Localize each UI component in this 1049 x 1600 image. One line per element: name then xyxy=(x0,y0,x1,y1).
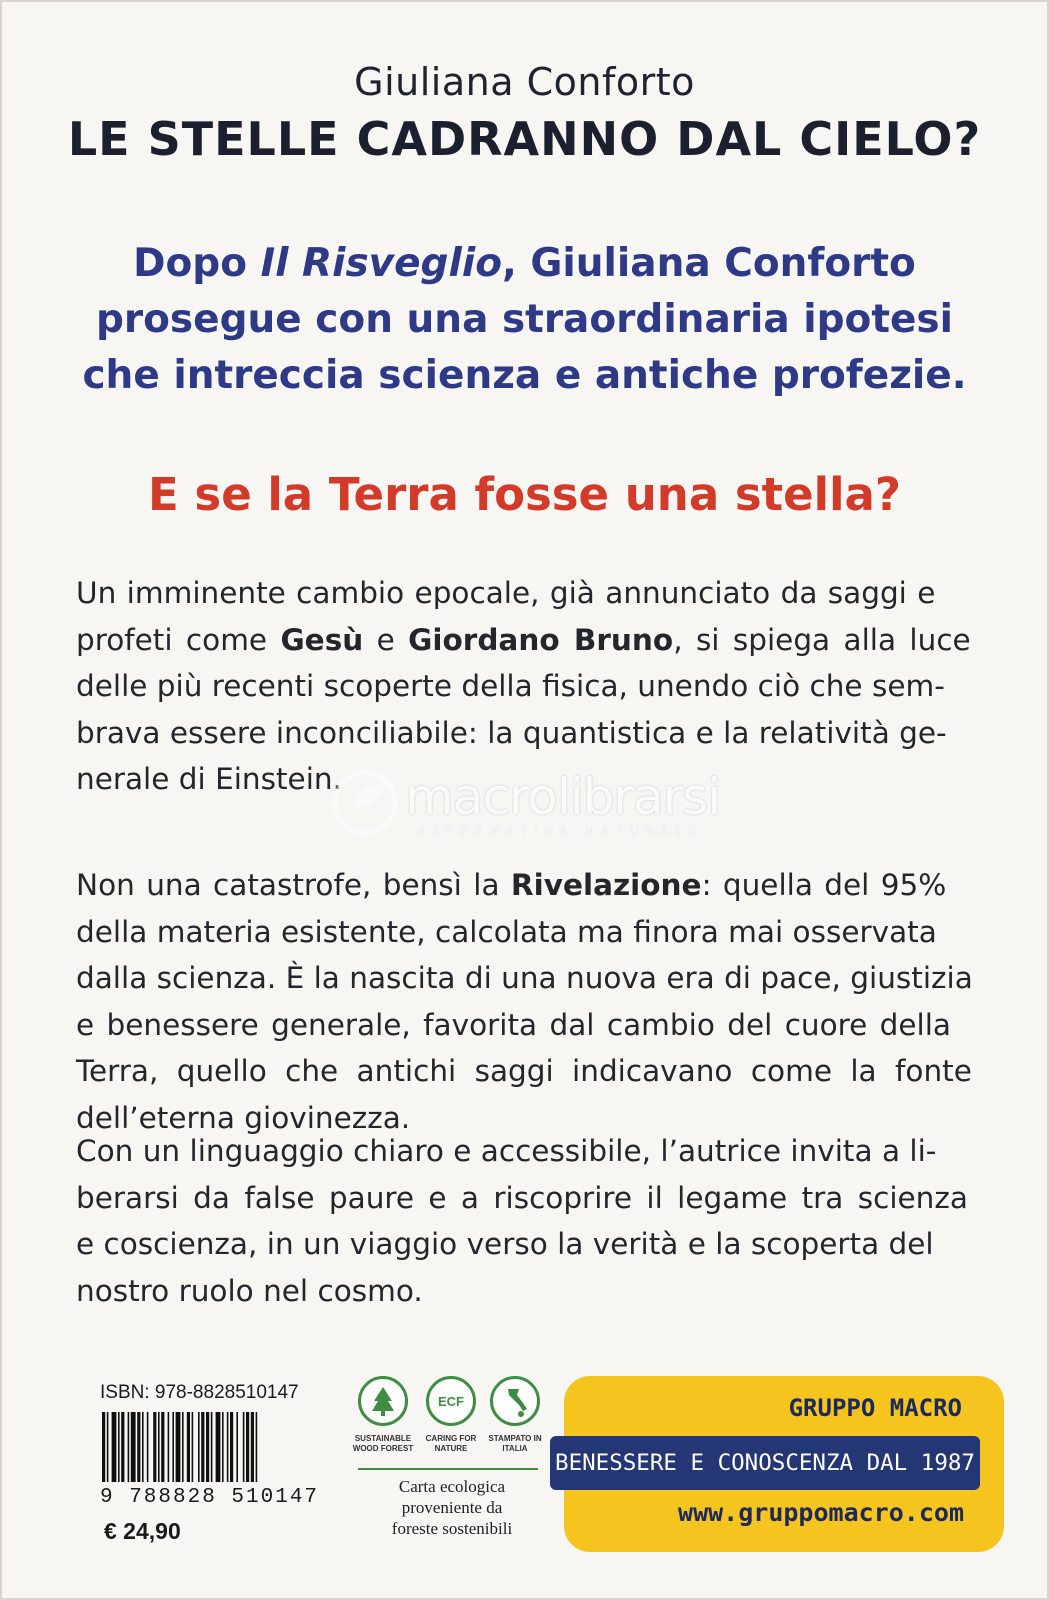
watermark-tagline: ALTERNATIVA NATURALE xyxy=(418,824,704,838)
italy-map-icon xyxy=(490,1376,540,1426)
highlight-giordano-bruno: Giordano Bruno xyxy=(408,622,674,657)
paragraph-3: Con un linguaggio chiaro e accessibile, l’autrice invita a li- berarsi da false paure e a riscoprire il legame tra scienza e coscienza, in un viaggio verso la verità e la scoperta del nostro ruolo nel cosmo. xyxy=(76,1134,968,1308)
watermark-brand: macrolibrarsi xyxy=(405,768,721,826)
watermark xyxy=(330,768,750,848)
eco-caption: Carta ecologica proveniente da foreste sostenibili xyxy=(391,1477,513,1538)
barcode-icon xyxy=(100,1412,310,1484)
highlight-gesu: Gesù xyxy=(280,622,364,657)
price: € 24,90 xyxy=(104,1518,181,1544)
publisher-name: GRUPPO MACRO xyxy=(788,1394,962,1422)
stampato-italia-label: STAMPATO IN ITALIA xyxy=(488,1434,542,1453)
publisher-tagline: BENESSERE E CONOSCENZA DAL 1987 xyxy=(550,1436,980,1490)
intro-blurb xyxy=(40,236,1009,404)
tree-icon xyxy=(358,1376,408,1426)
isbn-label: ISBN: 978-8828510147 xyxy=(100,1382,299,1403)
svg-text:ECF: ECF xyxy=(438,1394,464,1409)
author-name: Giuliana Conforto xyxy=(354,60,695,104)
publisher-box xyxy=(555,1376,1004,1552)
book-title: LE STELLE CADRANNO DAL CIELO? xyxy=(67,112,982,166)
leaf-logo-icon xyxy=(330,768,400,838)
divider xyxy=(358,1468,538,1470)
eco-labels xyxy=(352,1376,552,1576)
intro-line-2: prosegue con una straordinaria ipotesi xyxy=(95,297,954,342)
book-reference: Il Risveglio xyxy=(260,241,502,286)
intro-line-1: Dopo Il Risveglio, Giuliana Conforto xyxy=(133,241,916,286)
ecf-icon xyxy=(426,1376,476,1426)
caring-nature-label: CARING FOR NATURE xyxy=(425,1434,477,1453)
intro-line-3: che intreccia scienza e antiche profezie. xyxy=(82,353,967,398)
paragraph-1: Un imminente cambio epocale, già annunciato da saggi e profeti come Gesù e Giordano Bruno, si spiega alla luce delle più recenti scoperte della fisica, unendo ciò che sem- brava essere inconciliabile: la quantistica e la relatività ge- nerale di Einstein. xyxy=(76,576,971,796)
barcode-digits: 9 788828 510147 xyxy=(100,1486,320,1509)
highlight-rivelazione: Rivelazione xyxy=(510,868,702,902)
barcode-area xyxy=(100,1382,320,1572)
sustainable-wood-label: SUSTAINABLE WOOD FOREST xyxy=(352,1434,414,1453)
headline-question: E se la Terra fosse una stella? xyxy=(148,468,901,521)
paragraph-2: Non una catastrofe, bensì la Rivelazione: quella del 95% della materia esistente, calcolata ma finora mai osservata dalla scienza. È la nascita di una nuova era di pace, giustizia e benessere generale, favorita dal cambio del cuore della Terra, quello che antichi saggi indicavano come la fonte dell’eterna giovinezza. xyxy=(76,868,973,1135)
publisher-url[interactable]: www.gruppomacro.com xyxy=(678,1498,964,1527)
